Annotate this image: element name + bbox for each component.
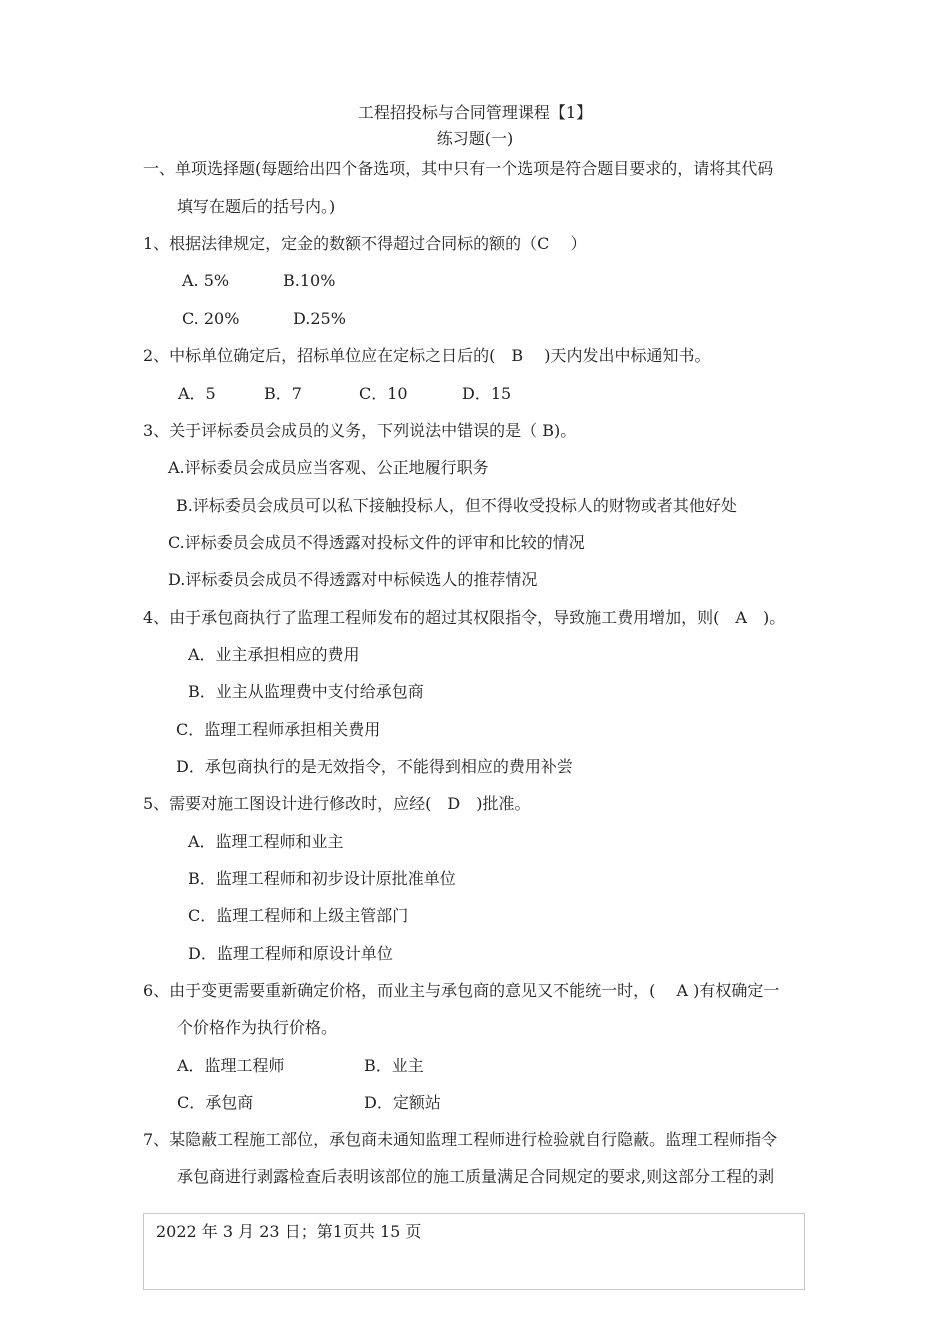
question-5-option-a: A．监理工程师和业主	[188, 832, 344, 851]
question-4-option-b: B．业主从监理费中支付给承包商	[188, 682, 424, 701]
question-7-stem: 7、某隐蔽工程施工部位，承包商未通知监理工程师进行检验就自行隐蔽。监理工程师指令	[143, 1130, 778, 1149]
question-6-option-c: C．承包商	[177, 1093, 254, 1112]
question-2-option-d: D．15	[462, 384, 512, 403]
question-3-option-d: D.评标委员会成员不得透露对中标候选人的推荐情况	[168, 570, 538, 589]
footer-date-page: 2022 年 3 月 23 日；第1页共 15 页	[156, 1222, 422, 1241]
question-1-option-b: B.10%	[283, 271, 336, 290]
question-6-stem: 6、由于变更需要重新确定价格，而业主与承包商的意见又不能统一时，( A )有权确定一	[143, 981, 780, 1000]
question-1-option-c: C. 20%	[182, 309, 240, 328]
question-6-stem-cont: 个价格作为执行价格。	[177, 1018, 338, 1037]
question-2-stem: 2、中标单位确定后，招标单位应在定标之日后的( B )天内发出中标通知书。	[143, 346, 711, 365]
question-3-option-c: C.评标委员会成员不得透露对投标文件的评审和比较的情况	[168, 533, 585, 552]
question-5-stem: 5、需要对施工图设计进行修改时，应经( D )批准。	[143, 794, 531, 813]
section-heading-cont: 填写在题后的括号内。)	[177, 197, 336, 216]
question-1-option-d: D.25%	[293, 309, 346, 328]
document-title: 工程招投标与合同管理课程【1】	[357, 103, 593, 122]
question-5-option-b: B．监理工程师和初步设计原批准单位	[188, 869, 456, 888]
question-1-stem: 1、根据法律规定，定金的数额不得超过合同标的额的（C ）	[143, 234, 587, 253]
question-2-option-c: C．10	[359, 384, 408, 403]
question-3-option-a: A.评标委员会成员应当客观、公正地履行职务	[168, 458, 489, 477]
question-2-option-b: B．7	[264, 384, 302, 403]
section-heading: 一、单项选择题(每题给出四个备选项，其中只有一个选项是符合题目要求的，请将其代码	[143, 159, 774, 178]
question-4-stem: 4、由于承包商执行了监理工程师发布的超过其权限指令，导致施工费用增加，则( A )。	[143, 608, 786, 627]
question-4-option-a: A．业主承担相应的费用	[188, 645, 360, 664]
question-4-option-d: D．承包商执行的是无效指令，不能得到相应的费用补尝	[176, 757, 573, 776]
question-6-option-b: B．业主	[364, 1056, 424, 1075]
question-3-option-b: B.评标委员会成员可以私下接触投标人，但不得收受投标人的财物或者其他好处	[176, 496, 737, 515]
question-5-option-c: C．监理工程师和上级主管部门	[188, 906, 409, 925]
question-2-option-a: A．5	[178, 384, 216, 403]
question-6-option-d: D．定额站	[364, 1093, 441, 1112]
question-4-option-c: C．监理工程师承担相关费用	[176, 720, 381, 739]
question-7-stem-cont: 承包商进行剥露检查后表明该部位的施工质量满足合同规定的要求,则这部分工程的剥	[177, 1167, 775, 1186]
document-subtitle: 练习题(一)	[436, 129, 514, 148]
question-5-option-d: D．监理工程师和原设计单位	[188, 944, 393, 963]
page-footer	[143, 1213, 805, 1290]
question-6-option-a: A．监理工程师	[177, 1056, 285, 1075]
question-1-option-a: A. 5%	[182, 271, 230, 290]
question-3-stem: 3、关于评标委员会成员的义务，下列说法中错误的是（ B)。	[143, 421, 577, 440]
